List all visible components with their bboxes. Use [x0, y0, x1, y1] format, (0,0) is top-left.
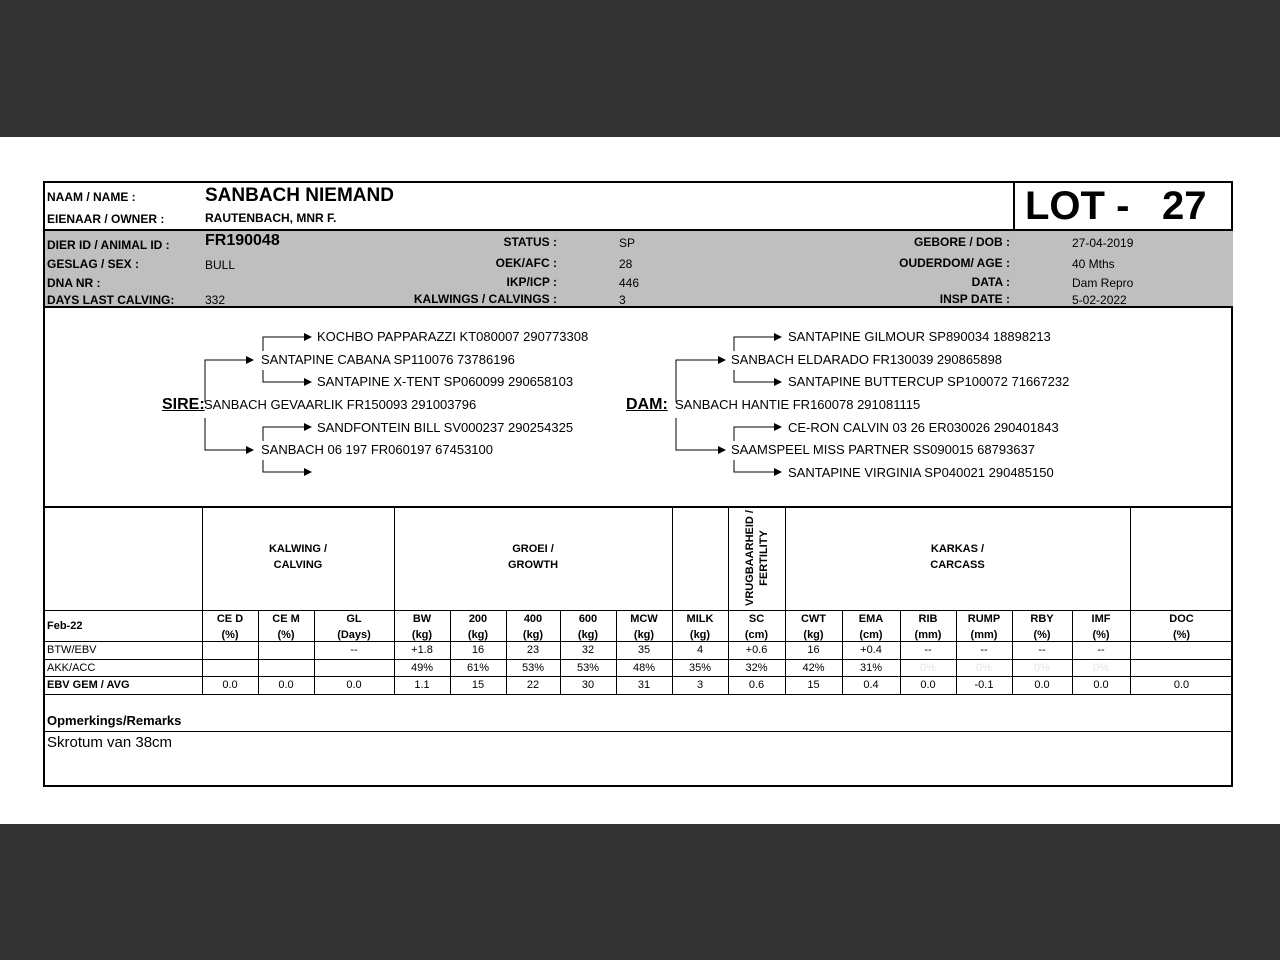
ebv-cell: 16	[807, 644, 820, 656]
sire-dam: SANBACH 06 197 FR060197 67453100	[261, 442, 493, 457]
col-header-ema: EMA (cm)	[858, 613, 884, 641]
lot-box	[1013, 183, 1235, 229]
dna-label: DNA NR :	[47, 276, 101, 290]
ebv-cell: 49%	[410, 662, 434, 674]
lot-label: LOT -	[1025, 184, 1130, 228]
ebv-cell: +0.6	[745, 644, 768, 656]
ebv-cell: --	[1038, 644, 1046, 656]
ebv-cell: --	[980, 644, 988, 656]
ikp-label: IKP/ICP :	[506, 275, 557, 289]
ebv-cell: 32%	[745, 662, 768, 674]
dob-label: GEBORE / DOB :	[913, 235, 1010, 249]
insp-date-label: INSP DATE :	[939, 292, 1010, 306]
col-header-rby: RBY (%)	[1030, 613, 1054, 641]
ebv-cell: 23	[526, 644, 540, 656]
ebv-cell: 0.0	[1093, 679, 1109, 691]
animal-id-value: FR190048	[205, 232, 280, 249]
group-growth: GROEI / GROWTH	[507, 543, 559, 571]
row-label-avg: EBV GEM / AVG	[47, 679, 130, 691]
col-header-gl: GL (Days)	[337, 613, 371, 641]
sex-value: BULL	[205, 258, 236, 272]
ebv-cell: --	[924, 644, 932, 656]
ebv-cell: 31%	[859, 662, 883, 674]
col-header-rib: RIB (mm)	[914, 613, 942, 641]
dam-sire: SANBACH ELDARADO FR130039 290865898	[731, 352, 1002, 367]
ebv-cell: 0%	[976, 662, 992, 674]
dam-sire-dam: SANTAPINE BUTTERCUP SP100072 71667232	[788, 374, 1070, 389]
ebv-cell: 32	[581, 644, 595, 656]
ebv-cell: 35	[637, 644, 651, 656]
ebv-period: Feb-22	[47, 620, 83, 632]
ebv-cell: 0.4	[863, 679, 879, 691]
animal-name: SANBACH NIEMAND	[205, 185, 394, 206]
sire-name: SANBACH GEVAARLIK FR150093 291003796	[204, 397, 477, 412]
col-header-bw: BW (kg)	[411, 613, 433, 641]
group-fertility: VRUGBAARHEID / FERTILITY	[743, 510, 770, 606]
dob-value: 27-04-2019	[1072, 236, 1134, 250]
ebv-cell: 1.1	[414, 679, 430, 691]
dam-sire-sire: SANTAPINE GILMOUR SP890034 18898213	[788, 329, 1051, 344]
data-value: Dam Repro	[1072, 276, 1134, 290]
ebv-cell: 31	[637, 679, 651, 691]
col-header-400: 400 (kg)	[522, 613, 544, 641]
ebv-cell: -0.1	[974, 679, 994, 691]
ebv-cell: 48%	[632, 662, 656, 674]
ebv-cell: 53%	[521, 662, 545, 674]
col-header-milk: MILK (kg)	[686, 613, 714, 641]
row-label-acc: AKK/ACC	[47, 662, 96, 674]
dam-dam-dam: SANTAPINE VIRGINIA SP040021 290485150	[788, 465, 1054, 480]
ebv-cell: 3	[696, 679, 704, 691]
ebv-cell: 0.0	[920, 679, 936, 691]
calvings-label: KALWINGS / CALVINGS :	[413, 292, 557, 306]
calvings-value: 3	[619, 293, 626, 307]
col-header-cwt: CWT (kg)	[800, 613, 827, 641]
col-header-imf: IMF (%)	[1091, 613, 1111, 641]
ebv-cell: 0.0	[222, 679, 238, 691]
ebv-cell: 22	[526, 679, 540, 691]
col-header-doc: DOC (%)	[1169, 613, 1194, 641]
row-label-ebv: BTW/EBV	[47, 644, 97, 656]
name-label: NAAM / NAME :	[47, 190, 136, 204]
ebv-cell: +0.4	[860, 644, 882, 656]
dam-dam-sire: CE-RON CALVIN 03 26 ER030026 290401843	[788, 420, 1059, 435]
catalogue-sheet	[0, 137, 1280, 824]
owner-value: RAUTENBACH, MNR F.	[205, 211, 337, 225]
col-header-ce-d: CE D (%)	[216, 613, 244, 641]
col-header-rump: RUMP (mm)	[967, 613, 1001, 641]
age-value: 40 Mths	[1072, 257, 1115, 271]
ebv-cell: --	[350, 644, 358, 656]
dam-dam: SAAMSPEEL MISS PARTNER SS090015 68793637	[731, 442, 1035, 457]
dam-label: DAM:	[626, 396, 668, 413]
col-header-mcw: MCW (kg)	[630, 613, 658, 641]
details-band	[45, 229, 1233, 308]
ebv-cell: 0.0	[1173, 679, 1190, 691]
ebv-cell: +1.8	[411, 644, 433, 656]
ebv-cell: 0.0	[346, 679, 362, 691]
owner-label: EIENAAR / OWNER :	[47, 212, 165, 226]
sire-label: SIRE:	[162, 396, 205, 413]
sire-sire-sire: KOCHBO PAPPARAZZI KT080007 290773308	[317, 329, 589, 344]
oek-value: 28	[619, 257, 633, 271]
animal-id-label: DIER ID / ANIMAL ID :	[47, 238, 170, 252]
col-header-sc: SC (cm)	[744, 613, 769, 641]
col-header-ce-m: CE M (%)	[272, 613, 300, 641]
days-calving-label: DAYS LAST CALVING:	[47, 293, 175, 307]
ebv-cell: 0%	[920, 662, 936, 674]
col-header-200: 200 (kg)	[467, 613, 489, 641]
ebv-cell: 61%	[466, 662, 490, 674]
status-label: STATUS :	[503, 235, 557, 249]
ebv-cell: 0.0	[1034, 679, 1050, 691]
ebv-cell: 35%	[688, 662, 712, 674]
ebv-cell: 0%	[1093, 662, 1109, 674]
ebv-cell: 30	[581, 679, 595, 691]
ebv-cell: 0.6	[748, 679, 765, 691]
col-header-600: 600 (kg)	[577, 613, 599, 641]
ikp-value: 446	[619, 276, 640, 290]
ebv-cell: 4	[696, 644, 704, 656]
oek-label: OEK/AFC :	[495, 256, 557, 270]
sire-dam-sire: SANDFONTEIN BILL SV000237 290254325	[317, 420, 574, 435]
ebv-cell: 53%	[576, 662, 600, 674]
dam-name: SANBACH HANTIE FR160078 291081115	[675, 397, 921, 412]
sire-sire-dam: SANTAPINE X-TENT SP060099 290658103	[317, 374, 574, 389]
group-carcass: KARKAS / CARCASS	[930, 543, 985, 571]
remarks-text: Skrotum van 38cm	[47, 734, 173, 751]
sex-label: GESLAG / SEX :	[47, 257, 140, 271]
group-calving: KALWING / CALVING	[268, 543, 328, 571]
ebv-cell: 15	[471, 679, 485, 691]
lot-number: 27	[1162, 184, 1207, 228]
ebv-cell: 42%	[802, 662, 825, 674]
ebv-cell: --	[1097, 644, 1105, 656]
status-value: SP	[619, 236, 636, 250]
remarks-title: Opmerkings/Remarks	[47, 713, 182, 728]
insp-date-value: 5-02-2022	[1072, 293, 1127, 307]
data-label: DATA :	[971, 275, 1010, 289]
ebv-cell: 0%	[1034, 662, 1050, 674]
ebv-cell: 16	[471, 644, 485, 656]
age-label: OUDERDOM/ AGE :	[899, 256, 1010, 270]
lot-card	[43, 181, 1233, 787]
sire-sire: SANTAPINE CABANA SP110076 73786196	[261, 352, 515, 367]
days-calving-value: 332	[205, 293, 226, 307]
ebv-cell: 15	[807, 679, 820, 691]
ebv-cell: 0.0	[278, 679, 294, 691]
